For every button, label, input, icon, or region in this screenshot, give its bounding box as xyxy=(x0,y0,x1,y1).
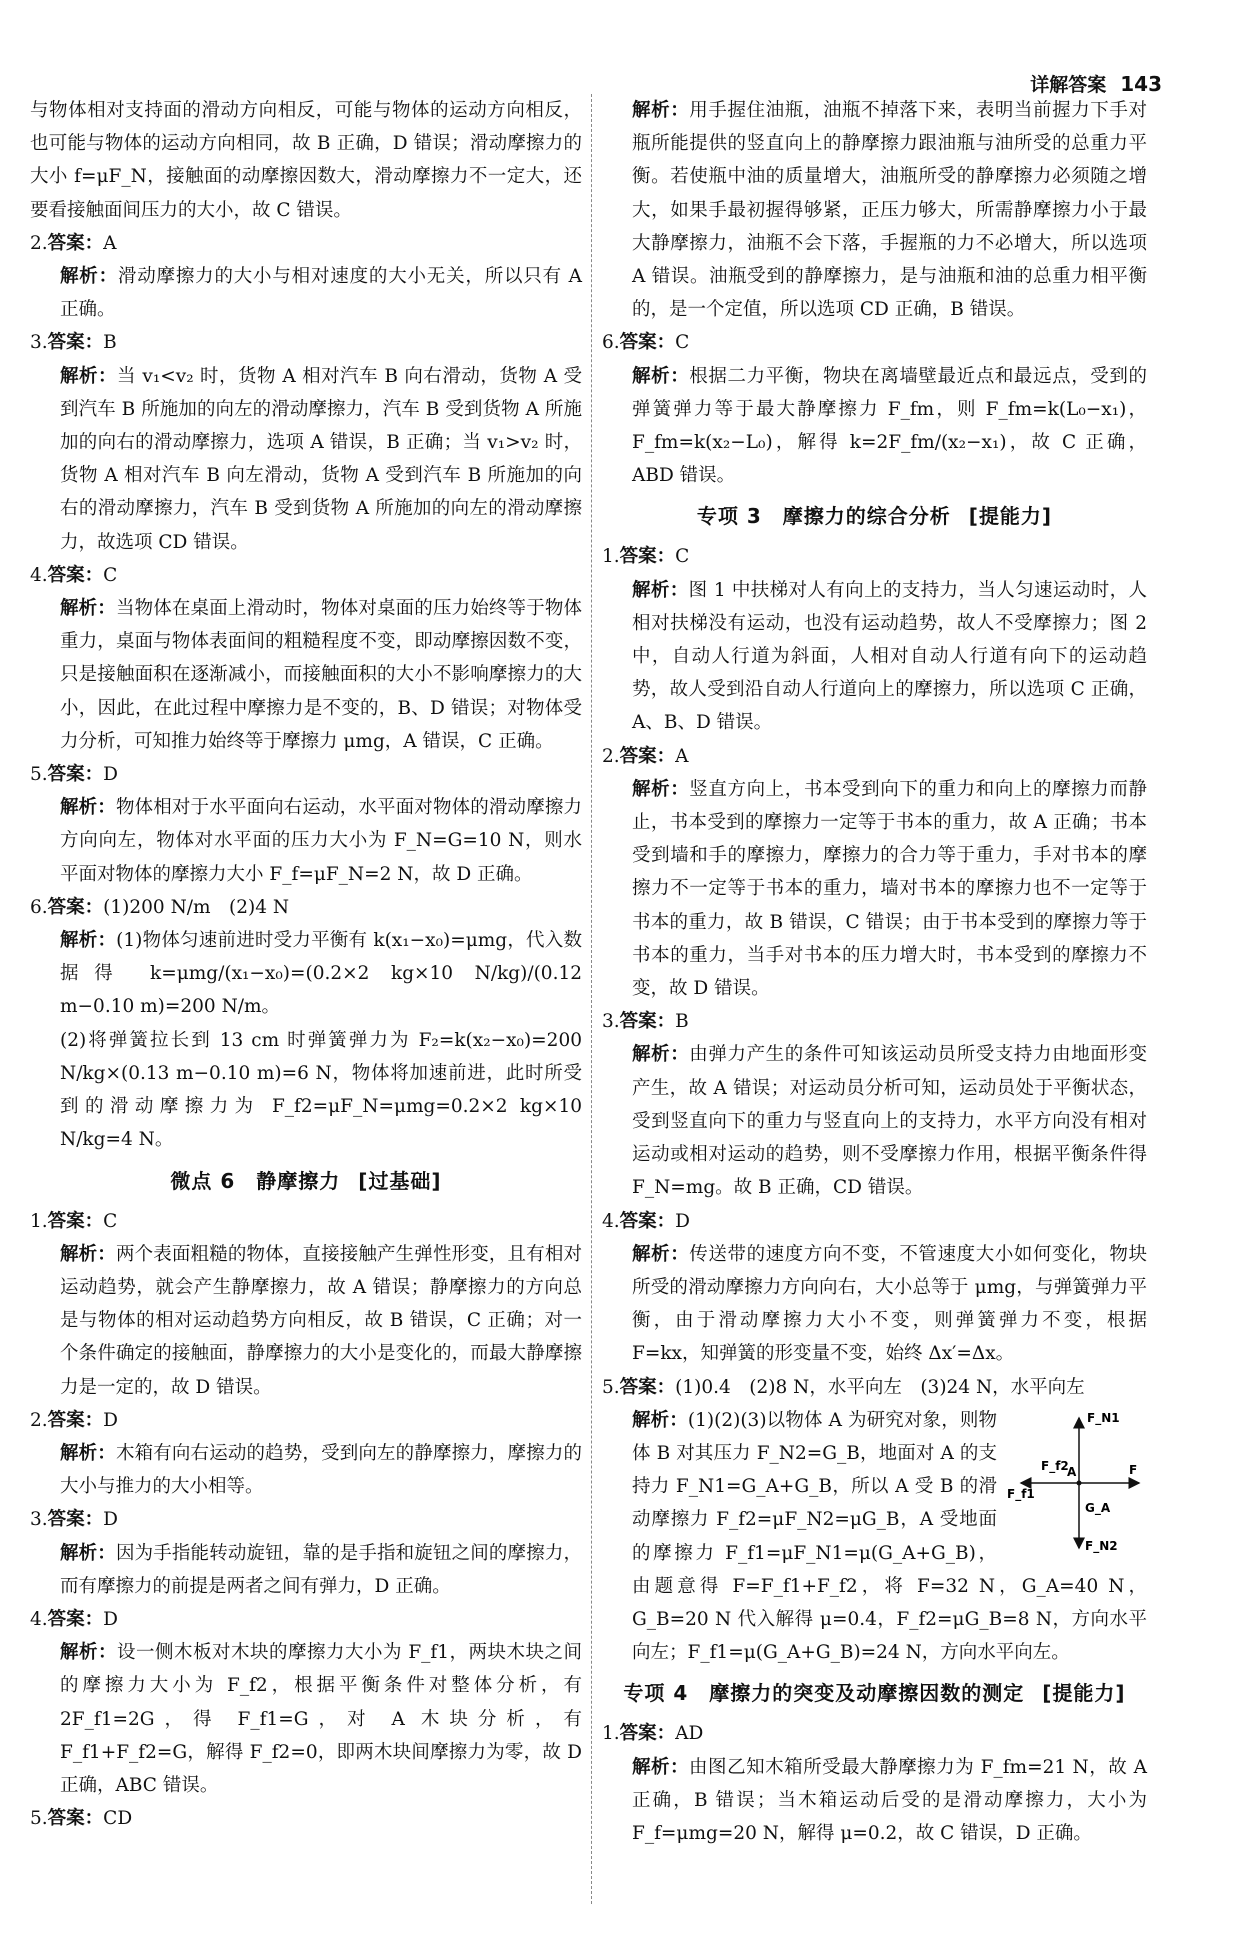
explanation xyxy=(30,1024,582,1157)
answer-line xyxy=(602,326,1147,359)
explanation-label: 解析： xyxy=(632,579,689,601)
left-column xyxy=(30,94,582,1835)
explanation xyxy=(602,1404,1147,1670)
explanation-text: 设一侧木板对木块的摩擦力大小为 F_f1，两块木块之间的摩擦力大小为 F_f2，根据平衡条件对整体分析，有 2F_f1=2G，得 F_f1=G，对 A 木块分析，有 F_f1+F_f2=G，解得 F_f2=0，即两木块间摩擦力为零，故 D 正确，ABC 错误。 xyxy=(60,1642,582,1796)
explanation-label: 解析： xyxy=(632,1243,690,1265)
explanation xyxy=(30,1238,582,1404)
point-a xyxy=(1077,1480,1082,1485)
explanation-text: 由图乙知木箱所受最大静摩擦力为 F_fm=21 N，故 A 正确，B 错误；当木箱运动后受的是滑动摩擦力，大小为 F_f=μmg=20 N，解得 μ=0.2，故 C 错误，D 正确。 xyxy=(632,1756,1147,1844)
explanation-text: 传送带的速度方向不变，不管速度大小如何变化，物块所受的滑动摩擦力方向向右，大小总等于 μmg，与弹簧弹力平衡，由于滑动摩擦力大小不变，则弹簧弹力不变，根据 F=kx，知弹簧的形变量不变，始终 Δx′=Δx。 xyxy=(632,1243,1147,1365)
answer-line xyxy=(602,540,1147,573)
question-number: 4. xyxy=(30,564,48,586)
label-ff1: F_f1 xyxy=(1007,1486,1035,1501)
answer-label: 答案： xyxy=(47,896,104,918)
explanation-text: 木箱有向右运动的趋势，受到向左的静摩擦力，摩擦力的大小与推力的大小相等。 xyxy=(60,1442,582,1498)
label-ff2: F_f2 xyxy=(1041,1458,1069,1473)
label-fn1: F_N1 xyxy=(1087,1410,1120,1425)
section-heading xyxy=(30,1157,582,1205)
answer-line xyxy=(30,758,582,791)
explanation-label: 解析： xyxy=(60,1542,116,1564)
question-number: 2. xyxy=(30,232,48,254)
answer-value: D xyxy=(103,764,119,786)
paragraph-text: 与物体相对支持面的滑动方向相反，可能与物体的运动方向相反，也可能与物体的运动方向相同，故 B 正确，D 错误；滑动摩擦力的大小 f=μF_N，接触面的动摩擦因数大，滑动摩擦力不一定大，还要看接触面间压力的大小，故 C 错误。 xyxy=(30,100,582,221)
explanation xyxy=(30,1437,582,1503)
explanation-label: 解析： xyxy=(632,100,690,121)
explanation-text: 物体相对于水平面向右运动，水平面对物体的滑动摩擦力方向向左，物体对水平面的压力大小为 F_N=G=10 N，则水平面对物体的摩擦力大小 F_f=μF_N=2 N，故 D 正确。 xyxy=(60,797,582,885)
answer-label: 答案： xyxy=(47,1409,104,1431)
explanation-text: 图 1 中扶梯对人有向上的支持力，当人匀速运动时，人相对扶梯没有运动，也没有运动趋势，故人不受摩擦力；图 2 中，自动人行道为斜面，人相对自动人行道有向下的运动趋势，故人受到沿自动人行道向上的摩擦力，所以选项 C 正确，A、B、D 错误。 xyxy=(632,579,1147,734)
explanation-text: (1)物体匀速前进时受力平衡有 k(x₁−x₀)=μmg，代入数据得 k=μmg/(x₁−x₀)=(0.2×2 kg×10 N/kg)/(0.12 m−0.10 m)=200 N/m。 xyxy=(60,930,582,1018)
explanation-label: 解析： xyxy=(60,930,117,952)
question-number: 1. xyxy=(602,546,620,568)
explanation-text: 因为手指能转动旋钮，靠的是手指和旋钮之间的摩擦力，而有摩擦力的前提是两者之间有弹力，D 正确。 xyxy=(60,1542,582,1597)
explanation xyxy=(602,1751,1147,1851)
question-number: 4. xyxy=(602,1210,620,1232)
explanation-label: 解析： xyxy=(632,1756,690,1778)
explanation-text: 当物体在桌面上滑动时，物体对桌面的压力始终等于物体重力，桌面与物体表面间的粗糙程度不变，即动摩擦因数不变，只是接触面积在逐渐减小，而接触面积的大小不影响摩擦力的大小，因此，在此过程中摩擦力是不变的，B、D 错误；对物体受力分析，可知推力始终等于摩擦力 μmg，A 错误，C 正确。 xyxy=(60,598,582,752)
answer-label: 答案： xyxy=(47,1608,104,1630)
explanation-text: 用手握住油瓶，油瓶不掉落下来，表明当前握力下手对瓶所能提供的竖直向上的静摩擦力跟油瓶与油所受的总重力平衡。若使瓶中油的质量增大，油瓶所受的静摩擦力必须随之增大，如果手最初握得够紧，正压力够大，所需静摩擦力小于最大静摩擦力，油瓶不会下落，手握瓶的力不必增大，所以选项 A 错误。油瓶受到的静摩擦力，是与油瓶和油的总重力相平衡的，是一个定值，所以选项 CD 正确，B 错误。 xyxy=(632,100,1147,321)
question-number: 3. xyxy=(602,1011,620,1033)
section-heading xyxy=(602,1669,1147,1717)
question-number: 3. xyxy=(30,1509,48,1531)
answer-label: 答案： xyxy=(619,1376,676,1398)
force-diagram xyxy=(1007,1408,1147,1558)
question-number: 1. xyxy=(30,1210,48,1232)
label-ga: G_A xyxy=(1085,1500,1111,1515)
question-number: 5. xyxy=(30,764,48,786)
answer-label: 答案： xyxy=(47,564,104,586)
answer-value: B xyxy=(675,1011,689,1033)
section-tag: [提能力] xyxy=(968,504,1053,529)
answer-value: C xyxy=(675,332,690,354)
answer-value: D xyxy=(103,1509,119,1531)
question-number: 6. xyxy=(602,332,620,354)
label-f: F xyxy=(1129,1462,1138,1477)
answer-value: (1)200 N/m (2)4 N xyxy=(103,896,290,918)
explanation-text: 当 v₁<v₂ 时，货物 A 相对汽车 B 向右滑动，货物 A 受到汽车 B 所施加的向左的滑动摩擦力，汽车 B 受到货物 A 所施加的向右的滑动摩擦力，选项 A 错误，B 正确；当 v₁>v₂ 时，货物 A 相对汽车 B 向左滑动，货物 A 受到汽车 B 所施加的向右的滑动摩擦力，汽车 B 受到货物 A 所施加的向左的滑动摩擦力，故选项 CD 错误。 xyxy=(60,365,582,553)
answer-line xyxy=(30,326,582,359)
section-tag: [提能力] xyxy=(1042,1681,1126,1706)
answer-line xyxy=(30,1802,582,1835)
explanation-text: 由弹力产生的条件可知该运动员所受支持力由地面形变产生，故 A 错误；对运动员分析可知，运动员处于平衡状态，受到竖直向下的重力与竖直向上的支持力，水平方向没有相对运动或相对运动的趋势，则不受摩擦力作用，根据平衡条件得 F_N=mg。故 B 正确，CD 错误。 xyxy=(632,1044,1147,1199)
explanation xyxy=(30,360,582,559)
question-number: 1. xyxy=(602,1723,620,1745)
answer-label: 答案： xyxy=(47,1210,104,1232)
answer-line xyxy=(602,1005,1147,1038)
explanation xyxy=(602,1038,1147,1204)
section-heading xyxy=(602,492,1147,540)
label-a: A xyxy=(1067,1464,1077,1479)
section-title: 专项 3 摩擦力的综合分析 xyxy=(696,504,951,529)
answer-label: 答案： xyxy=(47,332,104,354)
explanation-label: 解析： xyxy=(632,778,690,800)
section-tag: [过基础] xyxy=(358,1168,442,1193)
explanation xyxy=(602,574,1147,740)
answer-value: D xyxy=(675,1210,691,1232)
answer-value: A xyxy=(675,745,689,767)
answer-label: 答案： xyxy=(619,1011,676,1033)
answer-label: 答案： xyxy=(47,232,104,254)
explanation-label: 解析： xyxy=(632,1409,688,1431)
explanation xyxy=(602,94,1147,326)
question-number: 5. xyxy=(602,1376,620,1398)
header-title: 详解答案 xyxy=(1030,74,1107,96)
explanation-text: 竖直方向上，书本受到向下的重力和向上的摩擦力而静止，书本受到的摩擦力一定等于书本的重力，故 A 正确；书本受到墙和手的摩擦力，摩擦力的合力等于重力，手对书本的摩擦力不一定等于书本的重力，墙对书本的摩擦力也不一定等于书本的重力，故 B 错误，C 错误；由于书本受到的摩擦力等于书本的重力，当手对书本的压力增大时，书本受到的摩擦力不变，故 D 错误。 xyxy=(632,778,1147,1000)
answer-value: D xyxy=(103,1409,119,1431)
explanation-label: 解析： xyxy=(60,1642,117,1664)
answer-value: AD xyxy=(675,1723,704,1745)
answer-label: 答案： xyxy=(619,745,676,767)
answer-line xyxy=(30,1603,582,1636)
answer-value: C xyxy=(103,1210,118,1232)
explanation-text: 根据二力平衡，物块在离墙壁最近点和最远点，受到的弹簧弹力等于最大静摩擦力 F_fm，则 F_fm=k(L₀−x₁)，F_fm=k(x₂−L₀)，解得 k=2F_fm/(x₂−x₁)，故 C 正确，ABD 错误。 xyxy=(632,365,1147,487)
explanation-label: 解析： xyxy=(632,1044,690,1066)
answer-label: 答案： xyxy=(619,546,676,568)
answer-line xyxy=(602,740,1147,773)
explanation-label: 解析： xyxy=(60,1442,116,1464)
answer-label: 答案： xyxy=(47,1808,104,1830)
explanation xyxy=(30,260,582,326)
answer-line xyxy=(30,891,582,924)
answer-value: D xyxy=(103,1608,119,1630)
answer-label: 答案： xyxy=(619,332,676,354)
explanation-label: 解析： xyxy=(60,797,116,819)
page-header xyxy=(1030,70,1162,97)
answer-value: A xyxy=(103,232,117,254)
explanation-label: 解析： xyxy=(632,365,690,387)
explanation xyxy=(602,1238,1147,1371)
answer-value: B xyxy=(103,332,117,354)
question-number: 6. xyxy=(30,896,48,918)
question-number: 2. xyxy=(602,745,620,767)
answer-line xyxy=(602,1717,1147,1750)
question-number: 5. xyxy=(30,1808,48,1830)
answer-line xyxy=(30,1503,582,1536)
explanation xyxy=(30,1537,582,1603)
explanation-label: 解析： xyxy=(60,598,116,620)
answer-value: (1)0.4 (2)8 N，水平向左 (3)24 N，水平向左 xyxy=(675,1376,1085,1398)
answer-label: 答案： xyxy=(619,1210,676,1232)
answer-line xyxy=(602,1371,1147,1404)
column-divider xyxy=(591,94,592,1904)
answer-line xyxy=(30,227,582,260)
answer-label: 答案： xyxy=(47,1509,104,1531)
answer-line xyxy=(30,1404,582,1437)
answer-value: C xyxy=(675,546,690,568)
question-number: 2. xyxy=(30,1409,48,1431)
explanation xyxy=(30,1636,582,1802)
force-diagram-svg xyxy=(1007,1408,1147,1558)
explanation-label: 解析： xyxy=(60,1243,116,1265)
answer-label: 答案： xyxy=(619,1723,676,1745)
explanation-label: 解析： xyxy=(60,365,117,387)
label-fn2: F_N2 xyxy=(1085,1538,1118,1553)
answer-line xyxy=(30,559,582,592)
explanation-text: (2)将弹簧拉长到 13 cm 时弹簧弹力为 F₂=k(x₂−x₀)=200 N/kg×(0.13 m−0.10 m)=6 N，物体将加速前进，此时所受到的滑动摩擦力为 F_f2=μF_N=μmg=0.2×2 kg×10 N/kg=4 N。 xyxy=(60,1029,582,1151)
explanation-text: 滑动摩擦力的大小与相对速度的大小无关，所以只有 A 正确。 xyxy=(60,266,582,321)
explanation xyxy=(30,924,582,1024)
answer-value: CD xyxy=(103,1808,133,1830)
explanation xyxy=(602,360,1147,493)
answer-line xyxy=(30,1205,582,1238)
explanation-label: 解析： xyxy=(60,266,118,288)
explanation xyxy=(30,592,582,758)
question-number: 4. xyxy=(30,1608,48,1630)
explanation-text: 两个表面粗糙的物体，直接接触产生弹性形变，且有相对运动趋势，就会产生静摩擦力，故 A 错误；静摩擦力的方向总是与物体的相对运动趋势方向相反，故 B 错误，C 正确；对一个条件确定的接触面，静摩擦力的大小是变化的，而最大静摩擦力是一定的，故 D 错误。 xyxy=(60,1243,582,1398)
explanation-text: (1)(2)(3)以物体 A 为研究对象，则物体 B 对其压力 F_N2=G_B，地面对 A 的支持力 F_N1=G_A+G_B，所以 A 受 B 的滑动摩擦力 F_f2=μF_N2=μG_B，A 受地面的摩擦力 F_f1=μF_N1=μ(G_A+G_B)，由题意得 F=F_f1+F_f2，将 F=32 N，G_A=40 N，G_B=20 N 代入解得 μ=0.4，F_f2=μG_B=8 N，方向水平向左；F_f1=μ(G_A+G_B)=24 N，方向水平向左。 xyxy=(632,1409,1147,1664)
explanation xyxy=(30,791,582,891)
question-number: 3. xyxy=(30,332,48,354)
answer-line xyxy=(602,1205,1147,1238)
page-number: 143 xyxy=(1120,72,1162,96)
section-title: 专项 4 摩擦力的突变及动摩擦因数的测定 xyxy=(623,1681,1025,1706)
section-title: 微点 6 静摩擦力 xyxy=(170,1168,341,1193)
answer-value: C xyxy=(103,564,118,586)
right-column xyxy=(602,94,1147,1850)
answer-label: 答案： xyxy=(47,764,104,786)
explanation xyxy=(602,773,1147,1005)
paragraph xyxy=(30,94,582,227)
